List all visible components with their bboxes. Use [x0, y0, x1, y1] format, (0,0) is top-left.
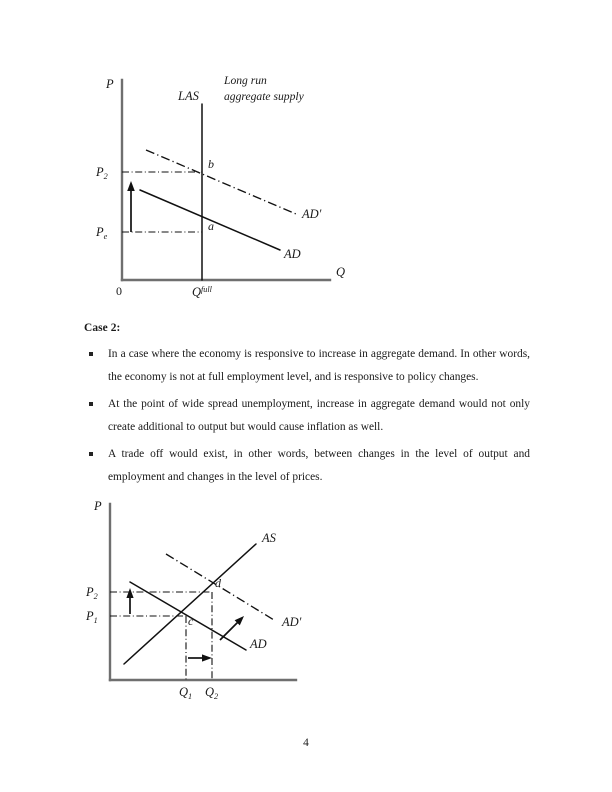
chart-1-point-b: b [208, 157, 214, 171]
list-item-text: In a case where the economy is responsive to increase in aggregate demand. In other words, the economy is not at full employment level, and is responsive to policy changes. [108, 348, 530, 384]
list-item-text: At the point of wide spread unemployment, increase in aggregate demand would not only create additional to output but would cause inflation as well. [108, 398, 530, 434]
case-2-section [84, 322, 530, 493]
chart-1-xtick-qfull: $Q^{full}$ [192, 285, 212, 299]
chart-2-arrow-demand-shift [220, 622, 238, 640]
chart-1-note-line1: Long run [224, 74, 267, 87]
list-item [84, 393, 530, 439]
chart-1-point-a: a [208, 219, 214, 233]
case-2-heading: Case 2: [84, 322, 121, 334]
chart-1-note-line2: aggregate supply [224, 90, 304, 103]
page-number: 4 [303, 737, 309, 749]
chart-2-label-as: AS [262, 531, 276, 545]
chart-1-label-ad: AD [284, 247, 301, 261]
chart-2-arrow-price-increase-head [126, 588, 133, 598]
chart-2-xtick-q2: $Q_2$ [205, 685, 219, 701]
chart-2-ytick-p1: $P_1$ [86, 609, 98, 625]
chart-1-arrow-price-increase-head [127, 181, 135, 191]
list-item-text: A trade off would exist, in other words, between changes in the level of output and employment and changes in the level of prices. [108, 448, 530, 484]
chart-1-ytick-pe: $P_e$ [96, 225, 108, 241]
chart-2-xtick-q1: $Q_1$ [179, 685, 193, 701]
chart-2-arrow-output-increase-head [202, 654, 212, 661]
square-bullet-icon [89, 402, 93, 406]
chart-2-ytick-p2: $P_2$ [86, 585, 98, 601]
list-item [84, 343, 530, 389]
chart-1-ylabel: P [106, 77, 114, 91]
figure-long-run-aggregate-supply [84, 62, 384, 302]
chart-1-label-ad-prime: AD' [302, 207, 322, 221]
chart-2-point-c: c [188, 614, 194, 628]
list-item [84, 443, 530, 489]
case-2-bullet-list [84, 343, 530, 489]
chart-1-origin-label: 0 [116, 284, 122, 298]
chart-2-ylabel: P [94, 499, 102, 513]
chart-1-label-las: LAS [178, 89, 199, 103]
chart-2-label-ad: AD [250, 637, 267, 651]
chart-2-canvas [78, 492, 378, 707]
square-bullet-icon [89, 452, 93, 456]
chart-1-canvas [84, 62, 384, 302]
chart-1-curve-ad-prime [146, 150, 296, 214]
chart-2-point-d: d [215, 576, 221, 590]
chart-2-label-ad-prime: AD' [282, 615, 302, 629]
square-bullet-icon [89, 352, 93, 356]
chart-2-curve-as [124, 544, 256, 664]
figure-upward-sloping-aggregate-supply [78, 492, 378, 707]
chart-1-xlabel: Q [336, 265, 346, 279]
chart-1-ytick-p2: $P_2$ [96, 165, 108, 181]
